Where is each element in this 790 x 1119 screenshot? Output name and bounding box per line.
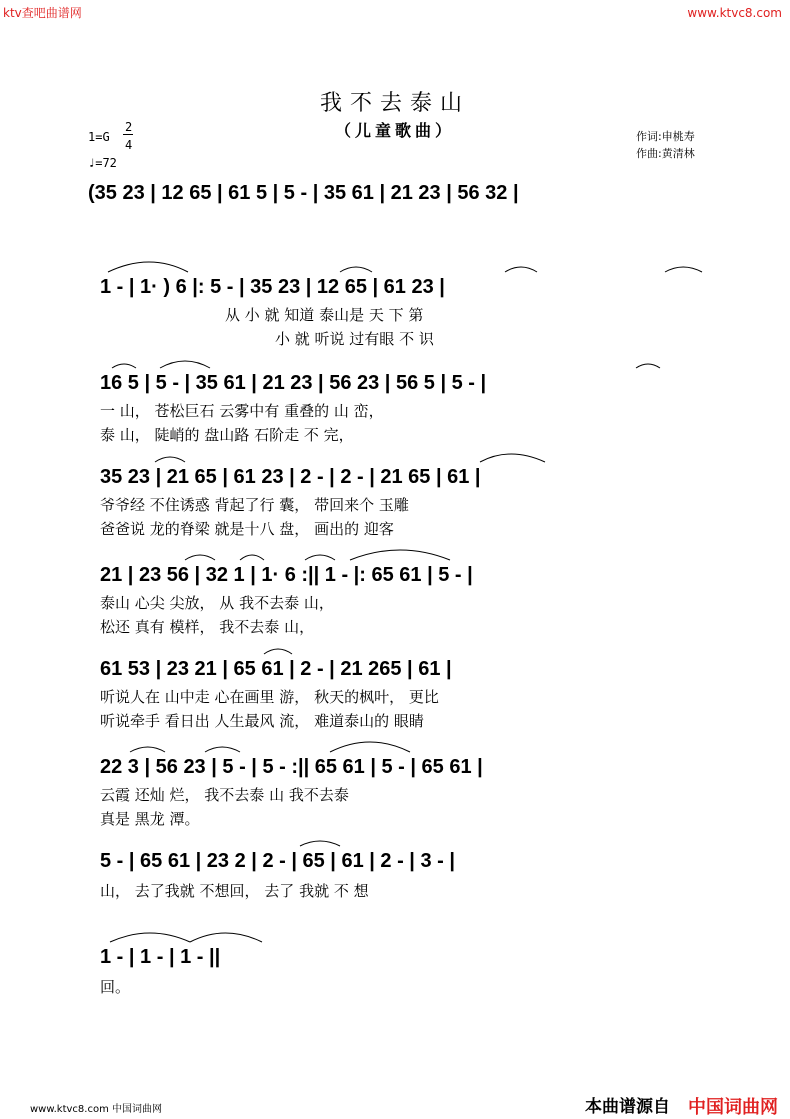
lyrics-verse-1: 爷爷经 不住诱惑 背起了行 囊， 带回来个 玉雕 bbox=[100, 496, 409, 514]
notation-line: 5 - | 65 61 | 23 2 | 2 - | 65 | 61 | 2 - | 3 - | bbox=[100, 850, 455, 872]
lyrics-verse-1: 一 山， 苍松巨石 云雾中有 重叠的 山 峦， bbox=[100, 402, 384, 420]
song-title: 我不去泰山 bbox=[319, 91, 470, 116]
lyrics-verse-2: 小 就 听说 过有眼 不 识 bbox=[275, 330, 434, 348]
lyrics-verse-1: 听说人在 山中走 心在画里 游， 秋天的枫叶， 更比 bbox=[100, 688, 439, 706]
notation-line: 21 | 23 56 | 32 1 | 1· 6 :|| 1 - |: 65 61 | 5 - | bbox=[100, 564, 473, 586]
lyrics-verse-1: 山， 去了我就 不想回， 去了 我就 不 想 bbox=[100, 882, 369, 900]
composer-credit: 作曲:黄清林 bbox=[636, 147, 695, 160]
watermark-bottom-left: www.ktvc8.com 中国词曲网 bbox=[30, 1104, 163, 1115]
song-subtitle: （儿童歌曲） bbox=[334, 121, 455, 140]
tempo-mark: ♩=72 bbox=[88, 156, 117, 170]
lyrics-verse-1: 回。 bbox=[100, 978, 131, 996]
lyrics-verse-2: 真是 黑龙 潭。 bbox=[100, 810, 200, 828]
lyrics-verse-1: 从 小 就 知道 泰山是 天 下 第 bbox=[225, 306, 424, 324]
lyrics-verse-1: 泰山 心尖 尖放， 从 我不去泰 山， bbox=[100, 594, 334, 612]
lyrics-verse-1: 云霞 还灿 烂， 我不去泰 山 我不去泰 bbox=[100, 786, 349, 804]
time-signature-top: 2 bbox=[125, 120, 133, 134]
watermark-top-right: www.ktvc8.com bbox=[687, 6, 782, 20]
lyrics-verse-2: 爸爸说 龙的脊梁 就是十八 盘， 画出的 迎客 bbox=[100, 520, 394, 538]
watermark-top-left: ktv查吧曲谱网 bbox=[3, 6, 82, 20]
time-signature-bottom: 4 bbox=[125, 138, 133, 152]
notation-line: (35 23 | 12 65 | 61 5 | 5 - | 35 61 | 21 23 | 56 32 | bbox=[88, 182, 519, 204]
notation-line: 16 5 | 5 - | 35 61 | 21 23 | 56 23 | 56 5 | 5 - | bbox=[100, 372, 487, 394]
notation-line: 1 - | 1 - | 1 - || bbox=[100, 946, 221, 968]
notation-line: 35 23 | 21 65 | 61 23 | 2 - | 2 - | 21 65 | 61 | bbox=[100, 466, 481, 488]
lyrics-verse-2: 松还 真有 模样， 我不去泰 山， bbox=[100, 618, 315, 636]
notation-line: 22 3 | 56 23 | 5 - | 5 - :|| 65 61 | 5 - | 65 61 | bbox=[100, 756, 483, 778]
notation-line: 1 - | 1· ) 6 |: 5 - | 35 23 | 12 65 | 61 23 | bbox=[100, 276, 445, 298]
lyrics-verse-2: 听说牵手 看日出 人生最风 流， 难道泰山的 眼睛 bbox=[100, 712, 424, 730]
lyricist-credit: 作词:申桃寿 bbox=[636, 130, 695, 143]
source-label: 本曲谱源自 bbox=[585, 1097, 670, 1117]
lyrics-verse-2: 泰 山， 陡峭的 盘山路 石阶走 不 完， bbox=[100, 426, 354, 444]
key-signature: 1=G bbox=[88, 130, 110, 144]
source-brand: 中国词曲网 bbox=[688, 1097, 778, 1118]
notation-line: 61 53 | 23 21 | 65 61 | 2 - | 21 265 | 61 | bbox=[100, 658, 452, 680]
